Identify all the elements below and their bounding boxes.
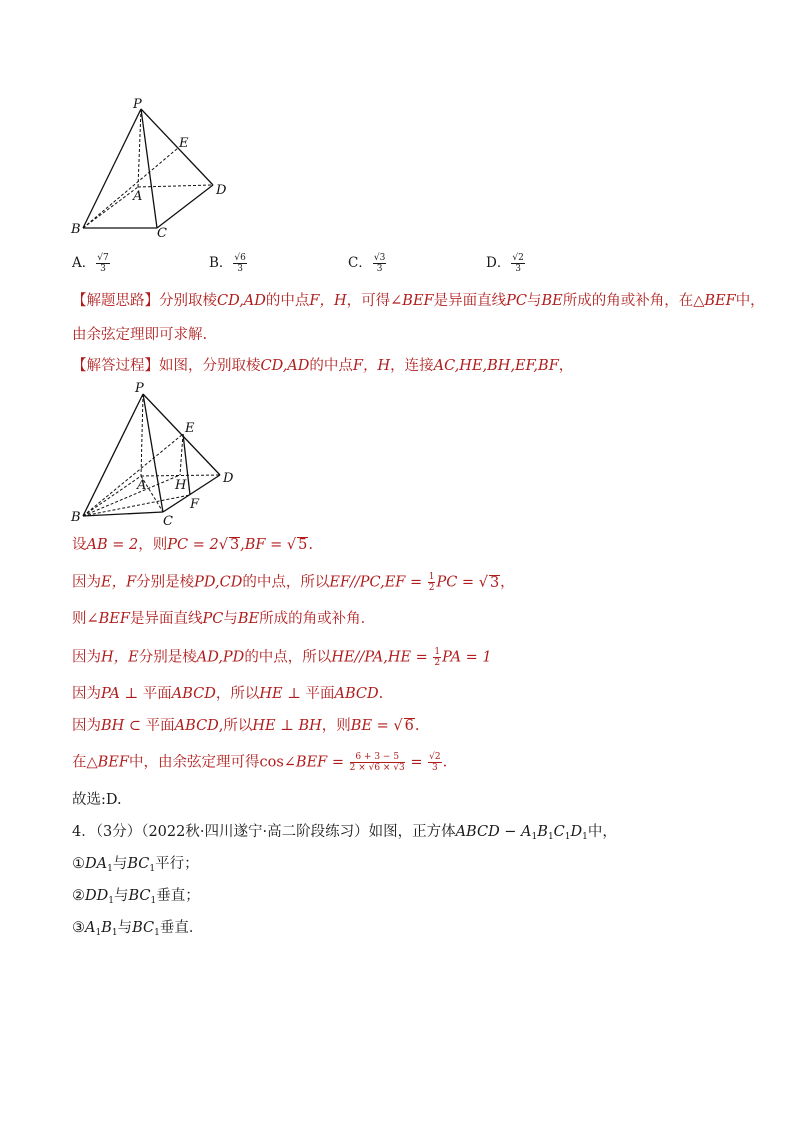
question-4-stem: 4．（3分）（2022秋·四川遂宁·高二阶段练习）如图，正方体ABCD − $A_1B_1C_1D_1$中， bbox=[72, 824, 617, 842]
label-h: H bbox=[175, 478, 187, 493]
step-4: 因为H，E分别是棱AD,PD的中点，所以HE//PA,HE = $\frac{1}{2}$ PA = 1 bbox=[72, 647, 492, 668]
step-3: 则∠BEF是异面直线PC与BE所成的角或补角． bbox=[72, 611, 376, 627]
label-c: C bbox=[163, 514, 173, 529]
option-c[interactable]: C． $\frac{√3}{3}$ bbox=[348, 253, 386, 274]
option-d[interactable]: D． $\frac{√2}{3}$ bbox=[486, 253, 524, 274]
step-6: 因为BH ⊂ 平面ABCD,所以HE ⊥ BH，则BE = √ 6. bbox=[72, 718, 420, 734]
question-4-item-2: $②DD_1$与$BC_1$垂直； bbox=[72, 888, 200, 906]
step-5: 因为PA ⊥ 平面ABCD，所以HE ⊥ 平面ABCD. bbox=[72, 686, 384, 702]
answer-line: 故选:D. bbox=[72, 792, 122, 808]
pyramid-figure-2 bbox=[65, 378, 250, 530]
label-f: F bbox=[190, 497, 200, 512]
label-c: C bbox=[157, 226, 167, 241]
label-d: D bbox=[223, 471, 234, 486]
step-1: 设AB = 2，则PC = 2√ 3,BF = √ 5. bbox=[72, 537, 313, 553]
option-a[interactable]: A． $\frac{√7}{3}$ bbox=[72, 253, 109, 274]
approach-line-2: 由余弦定理即可求解. bbox=[72, 327, 208, 343]
label-p: P bbox=[133, 97, 142, 112]
question-4-item-1: $①DA_1$与$BC_1$平行； bbox=[72, 856, 199, 874]
label-p: P bbox=[135, 381, 144, 396]
label-a: A bbox=[137, 478, 147, 493]
label-e: E bbox=[185, 421, 195, 436]
question-4-item-3: $③A_1B_1$与$BC_1$垂直． bbox=[72, 920, 204, 938]
label-e: E bbox=[179, 136, 189, 151]
pyramid-figure-1 bbox=[65, 95, 245, 245]
label-d: D bbox=[216, 183, 227, 198]
approach-line-1: 【解题思路】分别取棱CD,AD的中点F，H，可得∠BEF是异面直线PC与BE所成的角或补角，在△BEF中， bbox=[72, 293, 765, 309]
label-a: A bbox=[133, 189, 143, 204]
step-2: 因为E，F分别是棱PD,CD的中点，所以EF//PC,EF = $\frac{1}{2}$ PC = √ 3， bbox=[72, 572, 515, 593]
label-b: B bbox=[71, 510, 81, 525]
step-7: 在△BEF中，由余弦定理可得cos∠BEF = $\frac{6 + 3 - 5}{2 \times √6 \times √3}$ = $\frac{√2}{3}$ . bbox=[72, 752, 448, 773]
option-b[interactable]: B． $\frac{√6}{3}$ bbox=[209, 253, 246, 274]
process-line: 【解答过程】如图，分别取棱CD,AD的中点F，H，连接AC,HE,BH,EF,BF， bbox=[72, 358, 574, 374]
label-b: B bbox=[71, 222, 81, 237]
